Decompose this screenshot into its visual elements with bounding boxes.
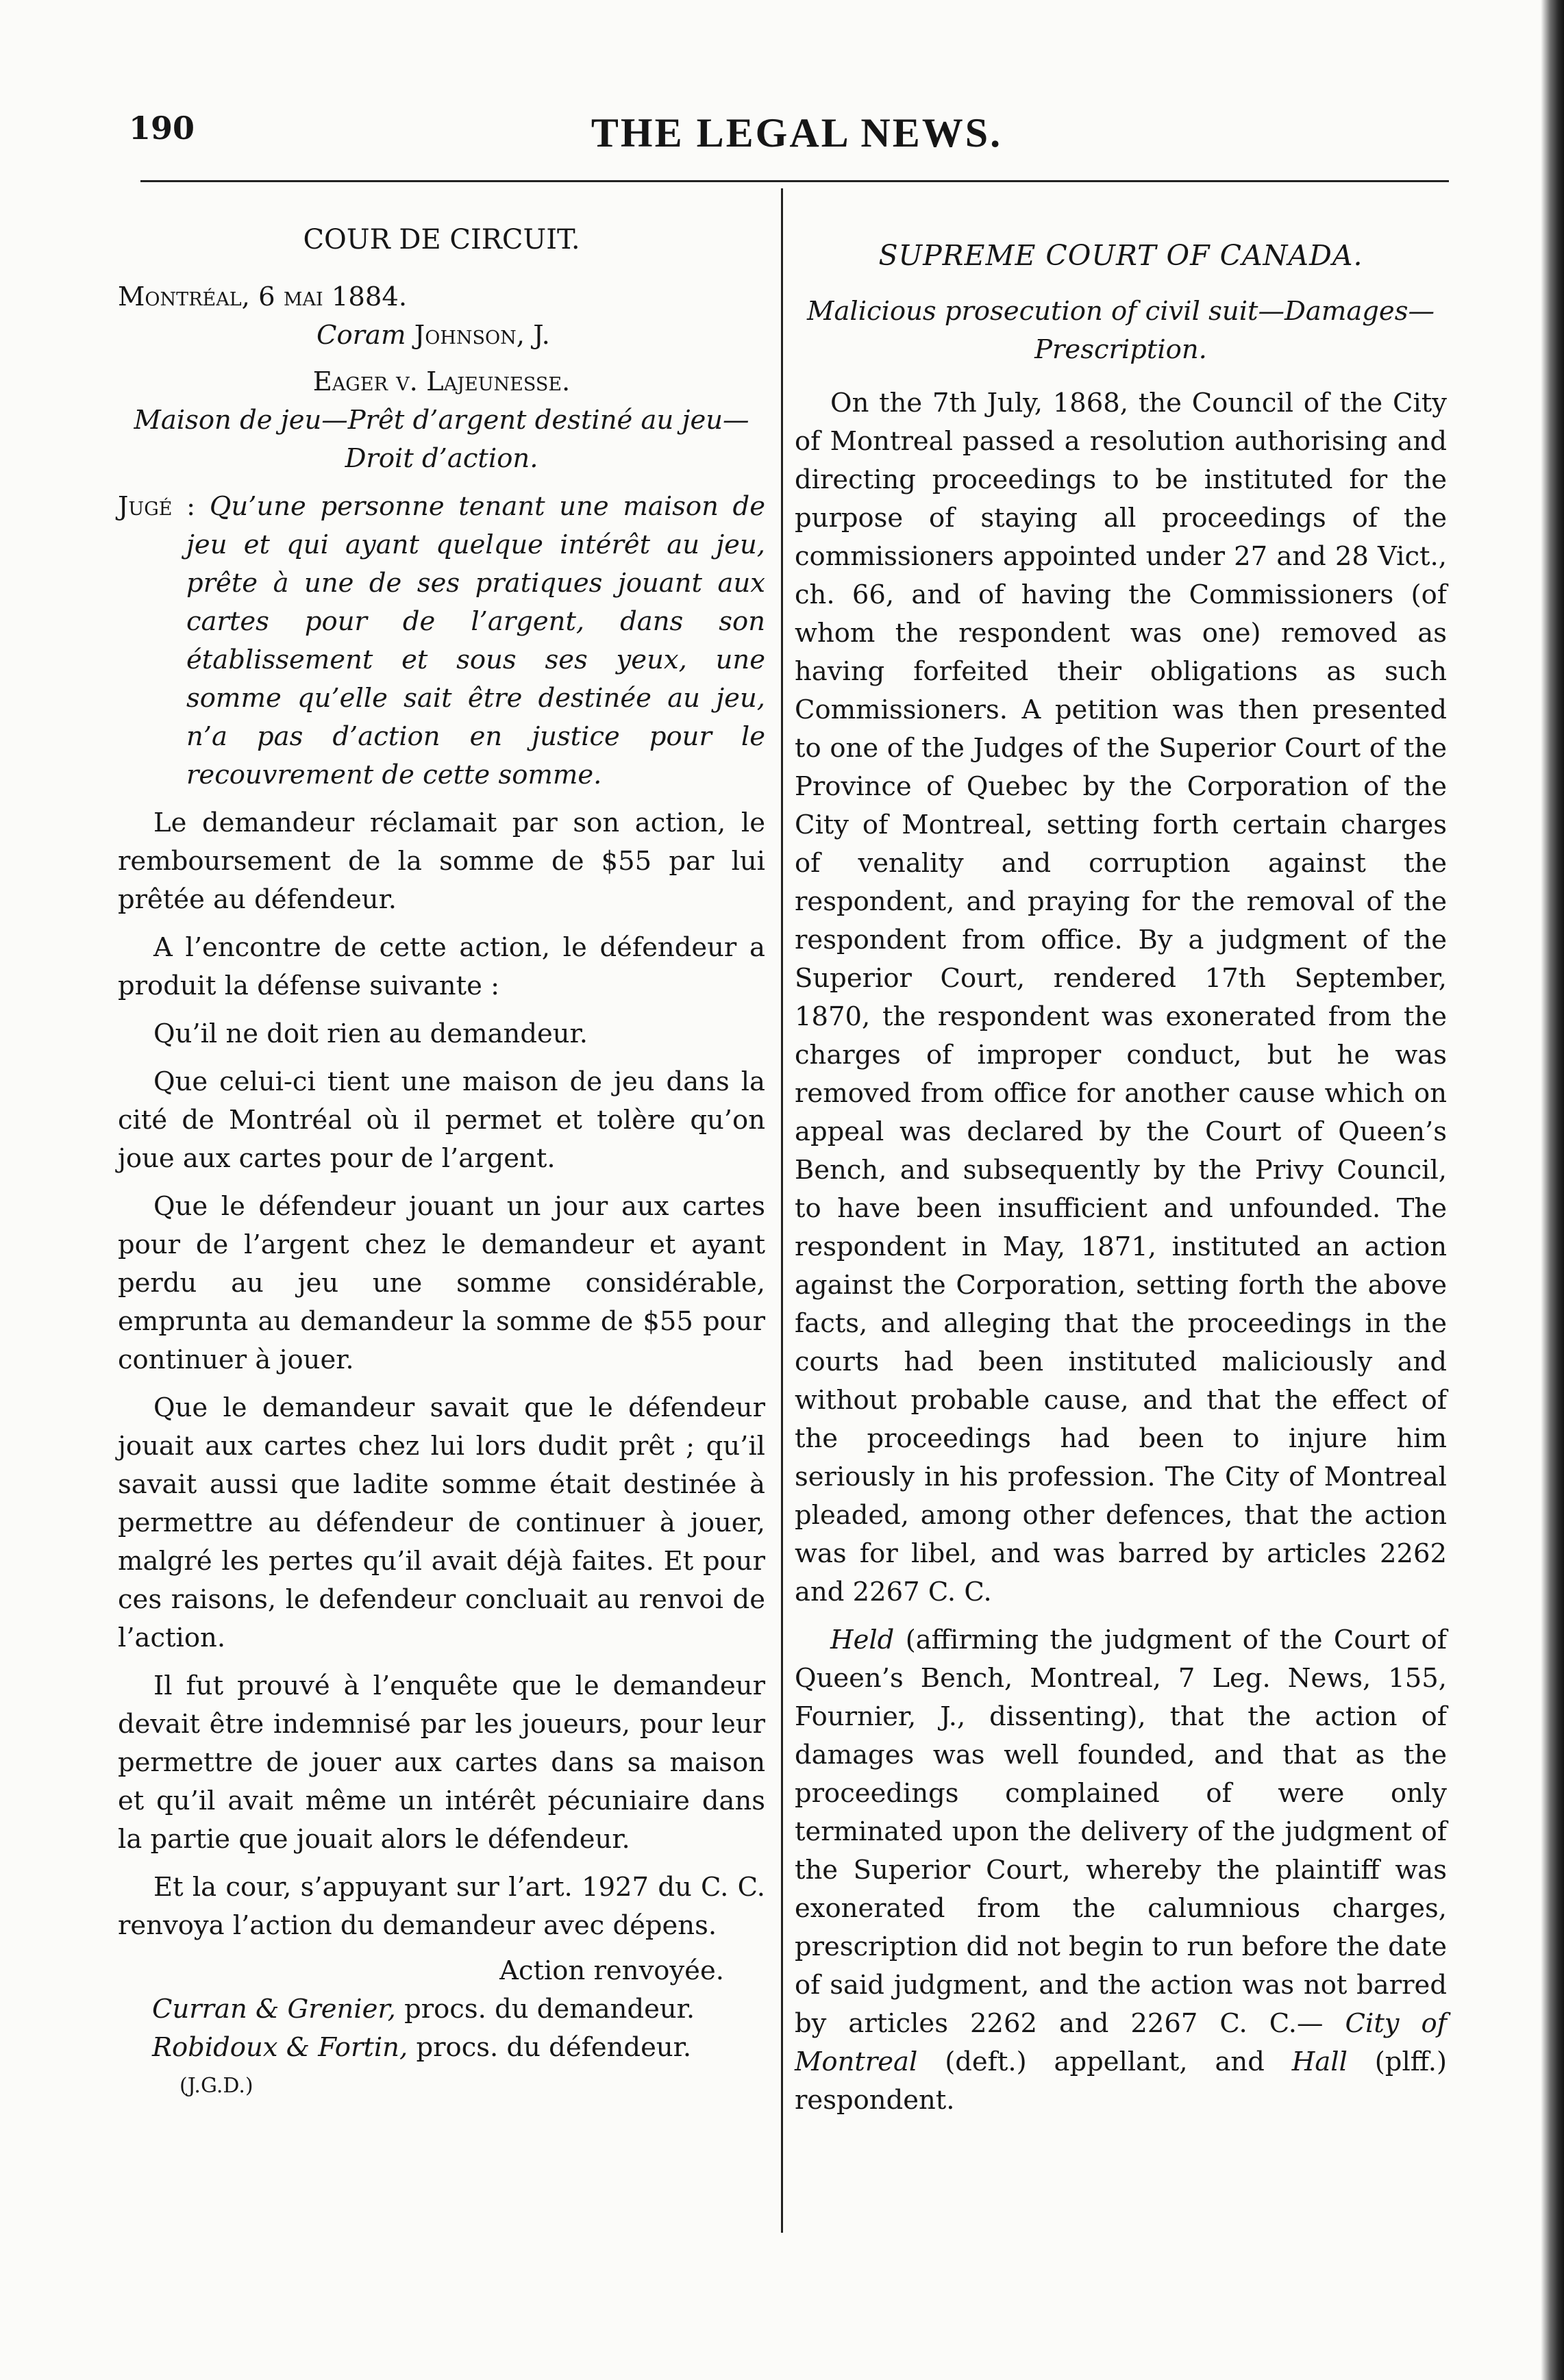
case-caption: Malicious prosecution of civil suit—Damages—Prescription. bbox=[807, 296, 1435, 365]
page-number: 190 bbox=[129, 110, 195, 147]
masthead-title: THE LEGAL NEWS. bbox=[591, 110, 1003, 155]
appellant-role: (deft.) appellant, and bbox=[945, 2046, 1265, 2077]
respondent-name: Hall bbox=[1291, 2046, 1348, 2077]
dateline-text: Montréal, 6 mai 1884. bbox=[118, 281, 408, 312]
paragraph: Que le demandeur savait que le défendeur jouait aux cartes chez lui lors dudit prêt ; qu’il savait aussi que ladite somme était destinée à permettre au défendeur de continuer à jouer, malgré les pertes qu’il avait déjà faites. Et pour ces raisons, le defendeur concluait au renvoi de l’action. bbox=[118, 1392, 765, 1653]
paragraph: Et la cour, s’appuyant sur l’art. 1927 du C. C. renvoya l’action du demandeur avec dépens. bbox=[118, 1872, 765, 1941]
paragraph: Qu’il ne doit rien au demandeur. bbox=[153, 1018, 588, 1049]
counsel-line bbox=[118, 1990, 765, 2029]
held-label: Held bbox=[830, 1625, 895, 1655]
header-rule bbox=[140, 180, 1449, 182]
court-heading: COUR DE CIRCUIT. bbox=[303, 224, 580, 255]
juge-text: Qu’une personne tenant une maison de jeu et qui ayant quelque intérêt au jeu, prête à une de ses pratiques jouant aux cartes pour de l’argent, dans son établissement et sous ses yeux, une somme qu’elle sait être destinée au jeu, n’a pas d’action en justice pour le recouvrement de cette somme. bbox=[186, 491, 765, 790]
paragraph: On the 7th July, 1868, the Council of the City of Montreal passed a resolution authorising and directing proceedings to be instituted for the purpose of staying all proceedings of the commissioners appointed under 27 and 28 Vict., ch. 66, and of having the Commissioners (of whom the respondent was one) removed as having forfeited their obligations as such Commissioners. A petition was then presented to one of the Judges of the Superior Court of the Province of Quebec by the Corporation of the City of Montreal, setting forth certain charges of venality and corruption against the respondent, and praying for the removal of the respondent from office. By a judgment of the Superior Court, rendered 17th September, 1870, the respondent was exonerated from the charges of improper conduct, but he was removed from office for another cause which on appeal was declared by the Court of Queen’s Bench, and subsequently by the Privy Council, to have been insufficient and unfounded. The respondent in May, 1871, instituted an action against the Corporation, setting forth the above facts, and alleging that the proceedings in the courts had been instituted maliciously and without probable cause, and that the effect of the proceedings had been to injure him seriously in his profession. The City of Montreal pleaded, among other defences, that the action was for libel, and was barred by articles 2262 and 2267 C. C. bbox=[795, 388, 1447, 1607]
appellant-name: City of Montreal bbox=[795, 2008, 1447, 2077]
coram-prefix: Coram bbox=[316, 320, 406, 351]
right-column bbox=[795, 236, 1447, 2120]
juge-headnote bbox=[118, 488, 765, 794]
coram-judge: Johnson, J. bbox=[414, 320, 550, 351]
counsel-role: procs. du demandeur. bbox=[404, 1994, 695, 2025]
page-header bbox=[129, 110, 1465, 171]
juge-label: Jugé : bbox=[118, 491, 196, 522]
held-text: (affirming the judgment of the Court of Queen’s Bench, Montreal, 7 Leg. News, 155, Fournier, J., dissenting), that the action of damages was well founded, and that as the proceedings complained of were only terminated upon the delivery of the judgment of the Superior Court, whereby the plaintiff was exonerated from the calumnious charges, prescription did not begin to run before the date of said judgment, and the action was not barred by articles 2262 and 2267 C. C.— bbox=[795, 1625, 1448, 2039]
dateline bbox=[118, 278, 765, 316]
paragraph: Il fut prouvé à l’enquête que le demandeur devait être indemnisé par les joueurs, pour leur permettre de jouer aux cartes dans sa maison et qu’il avait même un intérêt pécuniaire dans la partie que jouait alors le défendeur. bbox=[118, 1670, 765, 1855]
column-divider bbox=[781, 188, 783, 2233]
respondent-role: (plff.) respondent. bbox=[795, 2046, 1447, 2116]
reporter-initials: (J.G.D.) bbox=[179, 2074, 253, 2098]
case-caption: Maison de jeu—Prêt d’argent destiné au jeu—Droit d’action. bbox=[134, 405, 749, 474]
left-column bbox=[118, 221, 765, 2105]
coram-line bbox=[118, 316, 765, 355]
page-edge-shadow bbox=[1541, 0, 1564, 2380]
counsel-name: Robidoux & Fortin, bbox=[152, 2032, 408, 2063]
paragraph: Le demandeur réclamait par son action, le remboursement de la somme de $55 par lui prêtée au défendeur. bbox=[118, 807, 765, 915]
paragraph: A l’encontre de cette action, le défendeur a produit la défense suivante : bbox=[118, 932, 765, 1001]
counsel-line bbox=[118, 2029, 765, 2067]
verdict: Action renvoyée. bbox=[499, 1955, 724, 1986]
paragraph: Que celui-ci tient une maison de jeu dans la cité de Montréal où il permet et tolère qu’on joue aux cartes pour de l’argent. bbox=[118, 1066, 765, 1174]
paragraph: Que le défendeur jouant un jour aux cartes pour de l’argent chez le demandeur et ayant perdu au jeu une somme considérable, emprunta au demandeur la somme de $55 pour continuer à jouer. bbox=[118, 1191, 765, 1375]
case-title: Eager v. Lajeunesse. bbox=[312, 366, 571, 397]
counsel-name: Curran & Grenier, bbox=[152, 1994, 396, 2025]
court-heading: SUPREME COURT OF CANADA. bbox=[878, 239, 1363, 272]
held-paragraph bbox=[795, 1621, 1447, 2120]
counsel-role: procs. du défendeur. bbox=[416, 2032, 692, 2063]
